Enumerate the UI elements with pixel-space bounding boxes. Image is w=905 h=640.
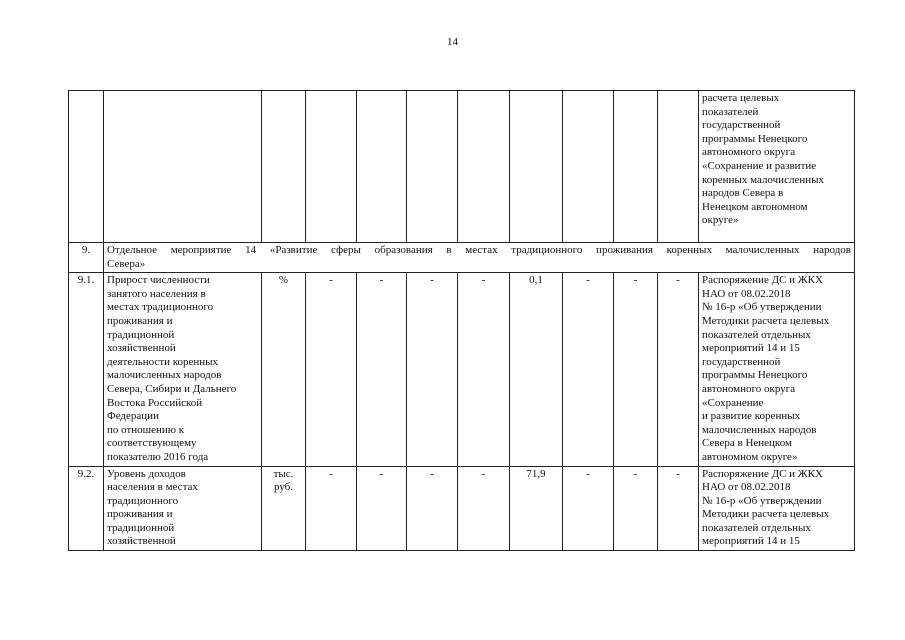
value-cell: -	[407, 466, 458, 551]
basis-cell: Распоряжение ДС и ЖКХ НАО от 08.02.2018 № 16-р «Об утверждении Методики расчета целевых показателей отдельных мероприятий 14 и 15	[699, 466, 855, 551]
value-cell: -	[306, 466, 357, 551]
value-cell: 71,9	[510, 466, 563, 551]
value-cell: 0,1	[510, 273, 563, 466]
value-cell: -	[458, 466, 510, 551]
table-row-section-9	[69, 243, 855, 273]
indicator-name: Уровень доходов населения в местах традиционного проживания и традиционной хозяйственной	[104, 466, 262, 551]
table-row-continuation	[69, 91, 855, 243]
table-row-9-1	[69, 273, 855, 466]
value-cell: -	[458, 273, 510, 466]
value-cell: -	[357, 273, 407, 466]
basis-cell: расчета целевых показателей государственной программы Ненецкого автономного округа «Сохранение и развитие коренных малочисленных народов Севера в Ненецком автономном округе»	[699, 91, 855, 243]
value-cell: -	[658, 466, 699, 551]
value-cell: -	[563, 273, 614, 466]
indicator-name: Прирост численности занятого населения в местах традиционного проживания и традиционной хозяйственной деятельности коренных малочисленных народов Севера, Сибири и Дальнего Востока Российской Федерации по отношению к соответствующему показателю 2016 года	[104, 273, 262, 466]
row-number: 9.1.	[69, 273, 104, 466]
page-number: 14	[447, 36, 458, 48]
value-cell: -	[658, 273, 699, 466]
value-cell: -	[563, 466, 614, 551]
section-title-line-2: Севера»	[107, 257, 146, 270]
unit-cell: тыс. руб.	[262, 466, 306, 551]
basis-cell: Распоряжение ДС и ЖКХ НАО от 08.02.2018 № 16-р «Об утверждении Методики расчета целевых показателей отдельных мероприятий 14 и 15 государственной программы Ненецкого автономного округа «Сохранение и развитие коренных малочисленных народов Севера в Ненецком автономном округе»	[699, 273, 855, 466]
value-cell: -	[614, 273, 658, 466]
value-cell: -	[357, 466, 407, 551]
section-title	[104, 243, 855, 273]
table-row-9-2	[69, 466, 855, 551]
value-cell: -	[407, 273, 458, 466]
row-number: 9.2.	[69, 466, 104, 551]
section-title-line-1: Отдельное мероприятие 14 «Развитие сферы образования в местах традиционного проживания коренных малочисленных народов	[107, 244, 851, 256]
value-cell: -	[614, 466, 658, 551]
row-number: 9.	[69, 243, 104, 273]
indicators-table	[68, 90, 855, 551]
value-cell: -	[306, 273, 357, 466]
unit-cell: %	[262, 273, 306, 466]
